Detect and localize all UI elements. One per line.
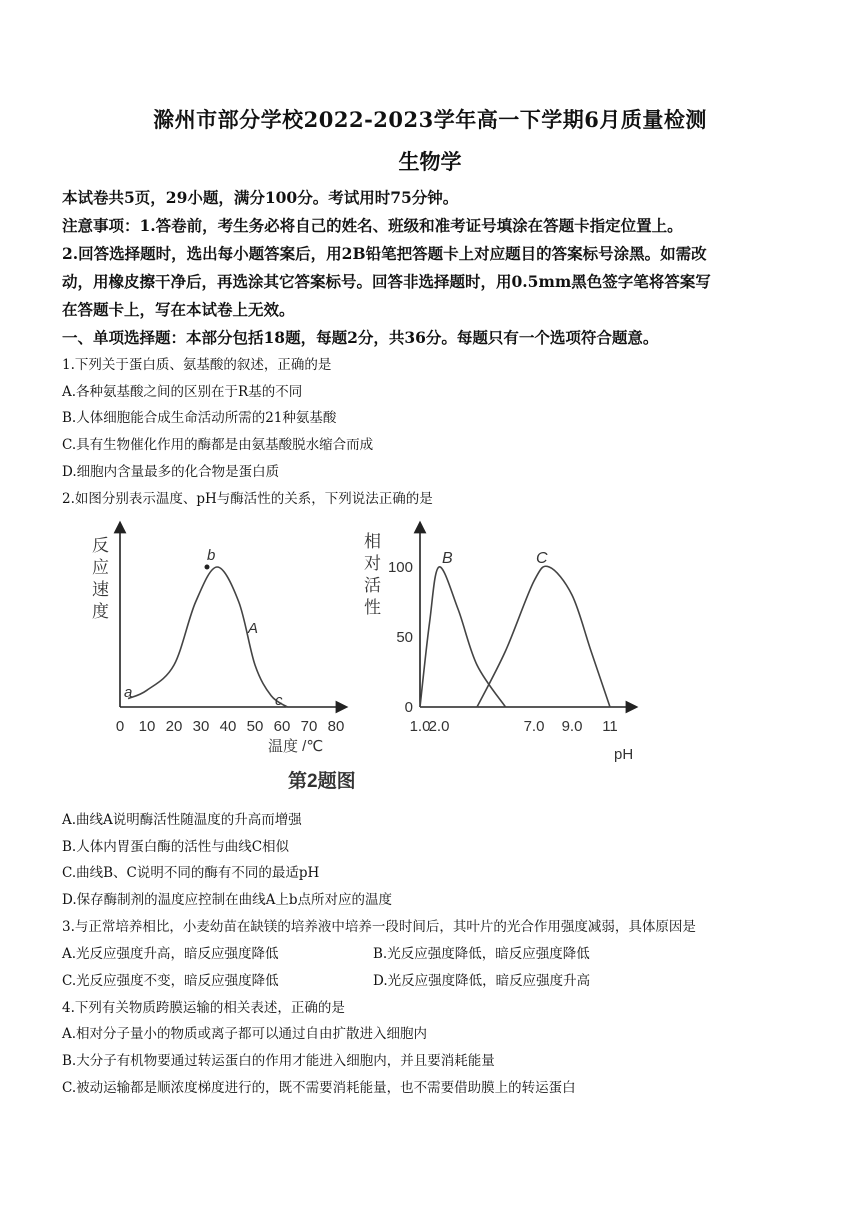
q3-option-d: D.光反应强度降低，暗反应强度升高	[373, 973, 591, 989]
exam-subject: 生物学	[398, 149, 462, 174]
ph-y-tick-label: 0	[404, 699, 413, 716]
temp-ylabel-1: 反	[92, 536, 109, 555]
point-b-marker	[205, 565, 210, 570]
q2-option-b: B.人体内胃蛋白酶的活性与曲线C相似	[62, 839, 290, 855]
curve-b-label: B	[442, 550, 453, 567]
temp-x-tick-label: 0	[115, 718, 125, 735]
ph-ylabel-2: 对	[364, 554, 381, 573]
q3-option-a: A.光反应强度升高，暗反应强度降低	[62, 946, 279, 962]
point-c-label: c	[275, 692, 283, 709]
point-b-label: b	[207, 547, 216, 564]
curve-a	[128, 567, 287, 707]
ph-y-tick-label: 100	[387, 559, 413, 576]
ph-ylabel-1: 相	[364, 532, 381, 551]
temp-x-tick-label: 10	[138, 718, 156, 735]
ph-x-tick-label: 11	[602, 718, 618, 735]
q1-option-d: D.细胞内含量最多的化合物是蛋白质	[62, 464, 280, 480]
ph-x-tick-label: 9.0	[561, 718, 583, 735]
note-2-line-3: 在答题卡上，写在本试卷上无效。	[62, 300, 295, 319]
temp-x-tick-label: 20	[165, 718, 183, 735]
ph-ylabel-3: 活	[364, 576, 381, 595]
ph-x-tick-label: 7.0	[523, 718, 545, 735]
ph-x-tick-label: 1.0	[409, 718, 431, 735]
q4-option-a: A.相对分子量小的物质或离子都可以通过自由扩散进入细胞内	[62, 1026, 428, 1042]
temp-ylabel-3: 速	[92, 580, 109, 599]
ph-plot	[364, 527, 633, 763]
temp-x-tick-label: 60	[273, 718, 291, 735]
figure-caption: 第2题图	[288, 771, 356, 792]
note-2-line-1: 2.回答选择题时，选出每小题答案后，用2B铅笔把答题卡上对应题目的答案标号涂黑。如需改	[62, 244, 707, 263]
temp-x-tick-label: 70	[300, 718, 318, 735]
q1-option-c: C.具有生物催化作用的酶都是由氨基酸脱水缩合而成	[62, 437, 374, 453]
q2-option-c: C.曲线B、C说明不同的酶有不同的最适pH	[62, 865, 320, 881]
q3-option-b: B.光反应强度降低，暗反应强度降低	[373, 946, 590, 962]
q1-stem: 1.下列关于蛋白质、氨基酸的叙述，正确的是	[62, 357, 332, 373]
ph-y-tick-label: 50	[396, 629, 413, 646]
note-2-line-2: 动，用橡皮擦干净后，再选涂其它答案标号。回答非选择题时，用0.5mm黑色签字笔将答案写	[62, 272, 711, 291]
q1-option-b: B.人体细胞能合成生命活动所需的21种氨基酸	[62, 410, 337, 426]
temp-x-tick-label: 40	[219, 718, 237, 735]
q3-stem: 3.与正常培养相比，小麦幼苗在缺镁的培养液中培养一段时间后，其叶片的光合作用强度减弱，具体原因是	[62, 919, 696, 935]
curve-b	[420, 567, 506, 707]
enzyme-activity-figure	[80, 515, 660, 805]
curve-c	[477, 566, 610, 707]
q3-option-c: C.光反应强度不变，暗反应强度降低	[62, 973, 279, 989]
temp-x-ticks	[116, 718, 345, 735]
section-1-heading: 一、单项选择题：本部分包括18题，每题2分，共36分。每题只有一个选项符合题意。	[62, 328, 659, 347]
q4-option-b: B.大分子有机物要通过转运蛋白的作用才能进入细胞内，并且要消耗能量	[62, 1053, 495, 1069]
temperature-plot	[92, 527, 344, 755]
q2-option-a: A.曲线A说明酶活性随温度的升高而增强	[62, 812, 302, 828]
temp-ylabel-4: 度	[92, 602, 109, 621]
ph-x-ticks	[410, 718, 618, 735]
q4-stem: 4.下列有关物质跨膜运输的相关表述，正确的是	[62, 1000, 345, 1016]
q4-option-c: C.被动运输都是顺浓度梯度进行的，既不需要消耗能量，也不需要借助膜上的转运蛋白	[62, 1080, 576, 1096]
q2-option-d: D.保存酶制剂的温度应控制在曲线A上b点所对应的温度	[62, 892, 393, 908]
q1-option-a: A.各种氨基酸之间的区别在于R基的不同	[62, 384, 303, 400]
point-a-label: a	[124, 684, 133, 701]
temp-xlabel: 温度 /℃	[268, 738, 324, 755]
curve-a-label: A	[248, 620, 259, 637]
ph-x-tick-label: 2.0	[428, 718, 450, 735]
note-1: 注意事项：1.答卷前，考生务必将自己的姓名、班级和准考证号填涂在答题卡指定位置上。	[62, 216, 683, 235]
curve-c-label: C	[536, 550, 548, 567]
q2-stem: 2.如图分别表示温度、pH与酶活性的关系，下列说法正确的是	[62, 491, 433, 507]
temp-x-tick-label: 80	[327, 718, 345, 735]
temp-x-tick-label: 50	[246, 718, 264, 735]
temp-x-tick-label: 30	[192, 718, 210, 735]
ph-y-ticks	[388, 559, 413, 716]
exam-title: 滁州市部分学校2022-2023学年高一下学期6月质量检测	[153, 107, 707, 132]
ph-ylabel-4: 性	[364, 598, 381, 617]
exam-intro: 本试卷共5页，29小题，满分100分。考试用时75分钟。	[62, 188, 459, 207]
temp-ylabel-2: 应	[92, 558, 109, 577]
ph-xlabel: pH	[614, 746, 634, 763]
